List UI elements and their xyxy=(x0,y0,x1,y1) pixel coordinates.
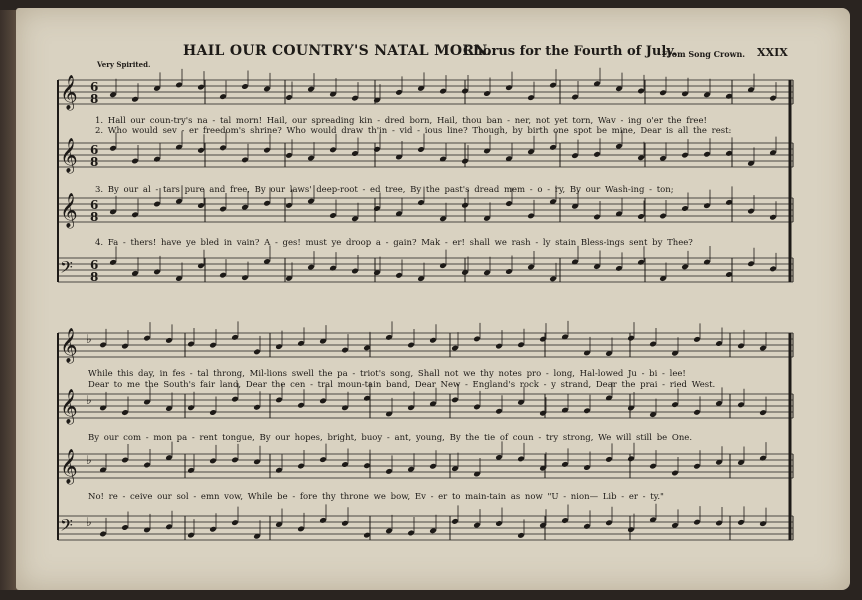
tempo-marking: Very Spirited. xyxy=(97,60,151,69)
bass-clef: 𝄢 xyxy=(60,257,73,281)
flat-sign: ♭ xyxy=(86,515,92,529)
flat-sign: ♭ xyxy=(86,332,92,346)
song-subtitle: Chorus for the Fourth of July. xyxy=(463,44,677,59)
treble-clef: 𝄞 xyxy=(60,193,78,228)
treble-clef: 𝄞 xyxy=(60,389,78,424)
time-signature: 8 xyxy=(90,210,99,224)
time-signature: 6 xyxy=(90,198,99,212)
time-signature: 8 xyxy=(90,92,99,106)
system2-verse-1: While this day, in fes - tal throng, Mil-lions swell the pa - triot's song, Shall not we thy notes pro - long, Hal-lowed Ju - bi - lee! xyxy=(88,369,686,379)
time-signature: 6 xyxy=(90,80,99,94)
system2-verse-4: No! re - ceive our sol - emn vow, While be - fore thy throne we bow, Ev - er to main-tain as now "U - nion— Lib - er - ty." xyxy=(88,492,664,502)
system1-verse-2: 2. Who would sev - er freedom's shrine? Who would draw th'in - vid - ious line? Though, by birth one spot be mine, Dear is all the rest: xyxy=(95,126,732,136)
treble-clef: 𝄞 xyxy=(60,328,78,363)
bass-clef: 𝄢 xyxy=(60,515,73,539)
flat-sign: ♭ xyxy=(86,393,92,407)
time-signature: 8 xyxy=(90,155,99,169)
treble-clef: 𝄞 xyxy=(60,449,78,484)
system1-verse-4: 4. Fa - thers! have ye bled in vain? A - ges! must ye droop a - gain? Mak - er! shall we rash - ly stain Bless-ings sent by Thee? xyxy=(95,238,693,248)
time-signature: 6 xyxy=(90,143,99,157)
treble-clef: 𝄞 xyxy=(60,138,78,173)
song-title: HAIL OUR COUNTRY'S NATAL MORN. xyxy=(183,43,492,59)
flat-sign: ♭ xyxy=(86,453,92,467)
system2-verse-2: Dear to me the South's fair land, Dear the cen - tral moun-tain band, Dear New - England's rock - y strand, Dear the prai - ried West. xyxy=(88,380,716,390)
system1-verse-3: 3. By our al - tars pure and free, By our laws' deep-root - ed tree, By the past's dread mem - o - ry, By our Wash-ing - ton; xyxy=(95,185,674,195)
page-number: XXIX xyxy=(757,46,788,59)
system1-verse-1: 1. Hall our coun-try's na - tal morn! Hail, our spreading kin - dred born, Hail, thou ban - ner, not yet torn, Wav - ing o'er the free! xyxy=(95,116,707,126)
system2-verse-3: By our com - mon pa - rent tongue, By our hopes, bright, buoy - ant, young, By the tie of coun - try strong, We will still be One. xyxy=(88,433,693,443)
time-signature: 6 xyxy=(90,258,99,272)
time-signature: 8 xyxy=(90,270,99,284)
song-source: From Song Crown. xyxy=(662,49,746,59)
treble-clef: 𝄞 xyxy=(60,75,78,110)
